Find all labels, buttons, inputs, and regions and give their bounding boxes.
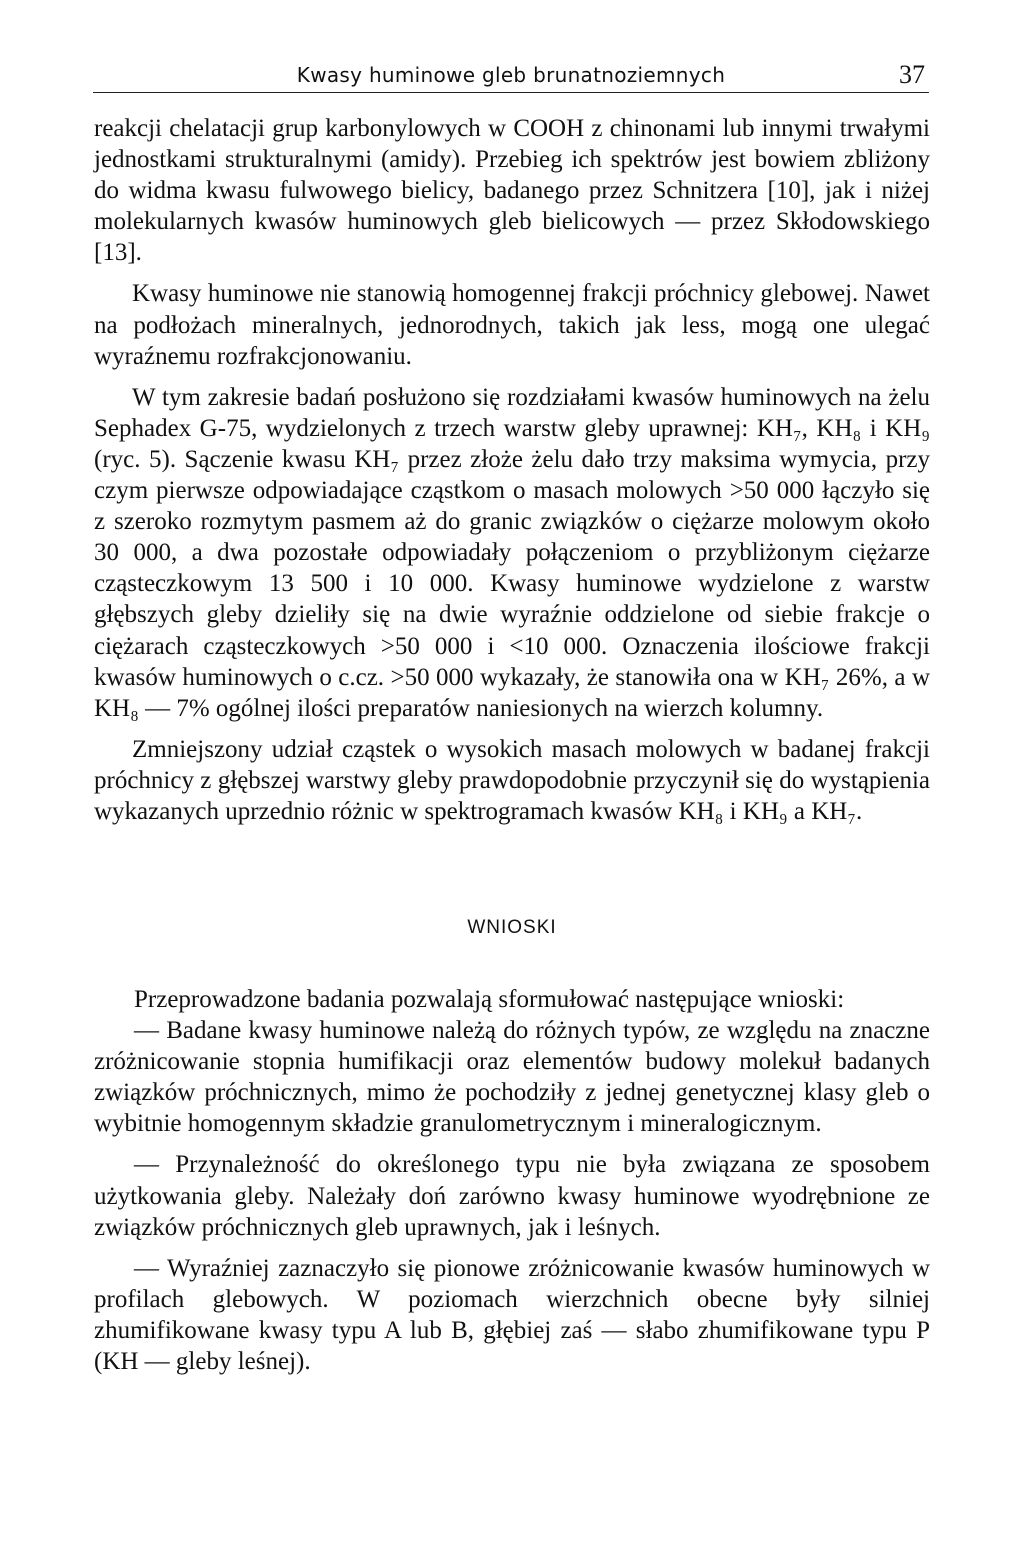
running-title: Kwasy huminowe gleb brunatnoziemnych — [296, 63, 726, 87]
paragraph-spectrograms: Zmniejszony udział cząstek o wysokich masach molowych w badanej frakcji próchnicy z głębszej warstwy gleby prawdopodobnie przyczynił się do wystąpienia wykazanych uprzednio różnic w spektrogramach kwasów KH₈ i KH₉ a KH₇. — [94, 735, 930, 825]
conclusions — [94, 984, 930, 1387]
paragraph-homogeneity: Kwasy huminowe nie stanowią homogennej frakcji próchnicy glebowej. Nawet na podłożach mineralnych, jednorodnych, takich jak less, mogą one ulegać wyraźnemu rozfrakcjonowaniu. — [94, 280, 930, 370]
section-heading: WNIOSKI — [467, 917, 557, 938]
conclusion-item: — Badane kwasy huminowe należą do różnych typów, ze względu na znaczne zróżnicowanie stopnia humifikacji oraz elementów budowy molekuł badanych związków próchnicznych, mimo że pochodziły z jednej genetycznej klasy gleb o wybitnie homogennym składzie granulometrycznym i mineralogicznym. — [94, 1017, 930, 1138]
body-text — [94, 113, 930, 837]
running-header — [93, 58, 929, 93]
conclusion-item: — Przynależność do określonego typu nie była związana ze sposobem użytkowania gleby. Należały doń zarówno kwasy huminowe wyodrębnione ze związków próchnicznych gleb uprawnych, jak i leśnych. — [94, 1151, 930, 1241]
paragraph-sephadex: W tym zakresie badań posłużono się rozdziałami kwasów huminowych na żelu Sephadex G-75, wydzielonych z trzech warstw gleby uprawnej: KH₇, KH₈ i KH₉ (ryc. 5). Sączenie kwasu KH₇ przez złoże żelu dało trzy maksima wymycia, przy czym pierwsze odpowiadające cząstkom o masach molowych >50 000 łączyło się z szeroko rozmytym pasmem aż do granic związków o ciężarze molowym około 30 000, a dwa pozostałe odpowiadały połączeniom o przybliżonym ciężarze cząsteczkowym 13 500 i 10 000. Kwasy huminowe wydzielone z warstw głębszych gleby dzieliły się na dwie wyraźnie oddzielone od siebie frakcje o ciężarach cząsteczkowych >50 000 i <10 000. Oznaczenia ilościowe frakcji kwasów huminowych o c.cz. >50 000 wykazały, że stanowiła ona w KH₇ 26%, a w KH₈ — 7% ogólnej ilości preparatów naniesionych na wierzch kolumny. — [94, 383, 930, 722]
page-number: 37 — [899, 60, 925, 89]
conclusion-item: — Wyraźniej zaznaczyło się pionowe zróżnicowanie kwasów huminowych w profilach glebowych. W poziomach wierzchnich obecne były silniej zhumifikowane kwasy typu A lub B, głębiej zaś — słabo zhumifikowane typu P (KH — gleby leśnej). — [94, 1254, 930, 1376]
conclusions-intro: Przeprowadzone badania pozwalają sformułować następujące wnioski: — [134, 986, 845, 1013]
paragraph-continued: reakcji chelatacji grup karbonylowych w COOH z chinonami lub innymi trwałymi jednostkami strukturalnymi (amidy). Przebieg ich spektrów jest bowiem zbliżony do widma kwasu fulwowego bielicy, badanego przez Schnitzera [10], jak i niżej molekularnych kwasów huminowych gleb bielicowych — przez Skłodowskiego [13]. — [94, 115, 930, 267]
